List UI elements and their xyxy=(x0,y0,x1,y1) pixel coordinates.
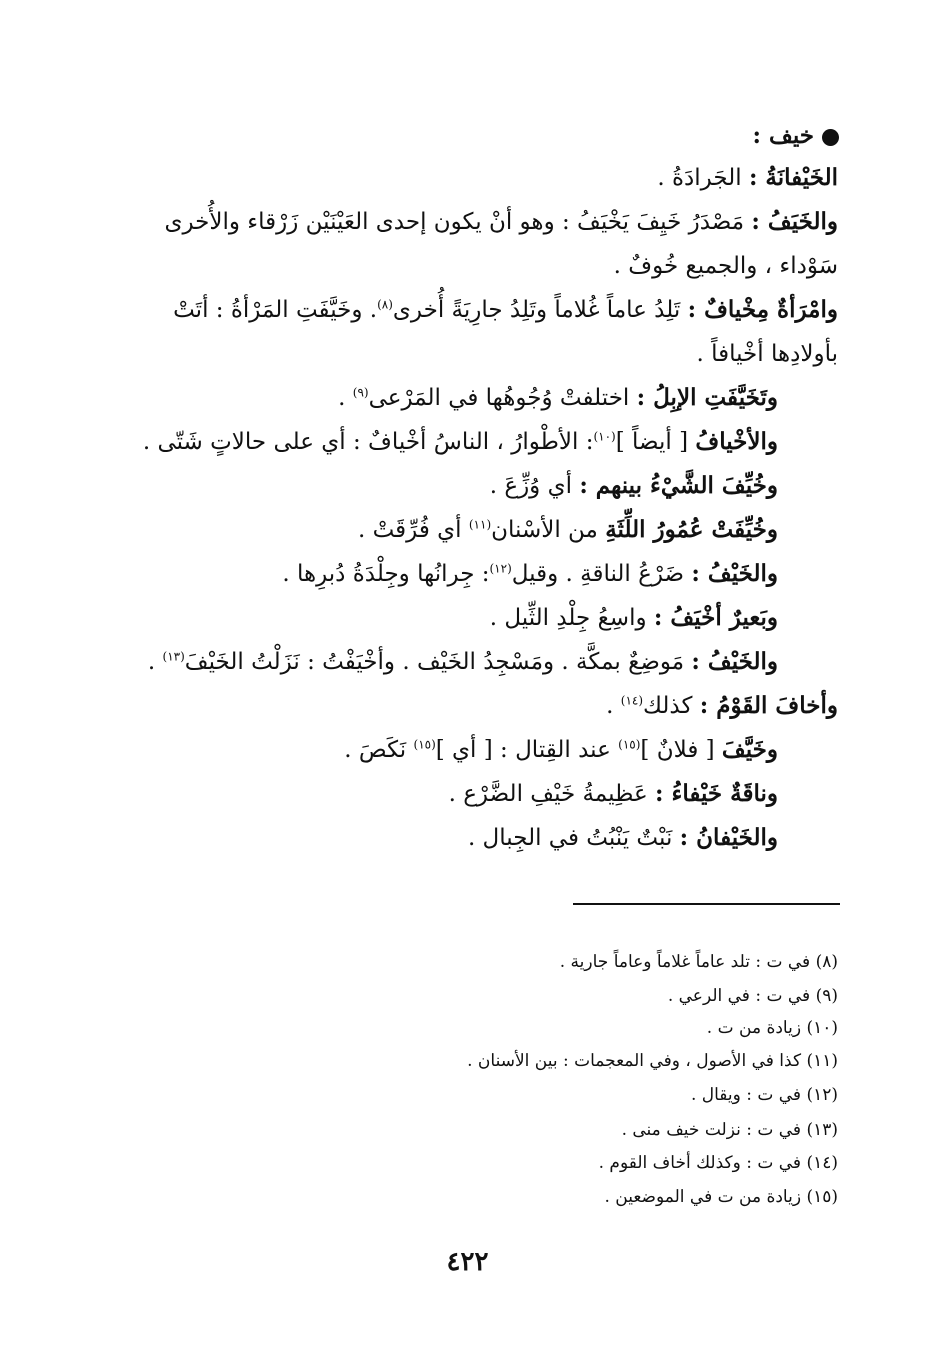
text-line xyxy=(696,336,838,376)
definition: نَبْتٌ يَنْبُتُ في الجِبال . xyxy=(467,825,673,851)
lemma: وناقَةٌ خَيْفاءُ : xyxy=(655,780,778,807)
definition-tail: . xyxy=(338,385,346,411)
text-line xyxy=(164,204,838,244)
lemma: الخَيْفانَةُ : xyxy=(748,164,838,191)
lemma: وبَعيرٌ أخْيَفُ : xyxy=(653,604,778,631)
definition-tail: نَكَصَ . xyxy=(344,737,407,763)
definition: ضَرْعُ الناقةِ . وقيل xyxy=(511,561,685,587)
text-line xyxy=(657,160,838,200)
footnote: (١٥) زيادة من ت في الموضعين . xyxy=(604,1187,838,1207)
page-number: ٤٢٢ xyxy=(446,1247,489,1277)
definition: مَوضِعٌ بمكَّة . ومَسْجِدُ الخَيْف . وأخْيَفْتُ : نَزَلْتُ الخَيْفَ xyxy=(184,649,685,675)
definition-tail: : جِرانُها وجِلْدَةُ دُبرِها . xyxy=(282,561,490,587)
definition-tail: عند القِتال : [ أي ] xyxy=(435,737,611,763)
definition: أي وُزِّعَ . xyxy=(489,473,572,499)
definition: واسِعُ جِلْدِ الثِّيل . xyxy=(489,605,647,631)
footnote-ref: (١٠) xyxy=(593,429,616,444)
footnote: (١٠) زيادة من ت . xyxy=(706,1018,838,1038)
footnote-ref: (١٣) xyxy=(162,649,185,664)
definition: [ فلانٌ ] xyxy=(640,737,715,763)
footnote-ref: (١١) xyxy=(468,517,492,532)
lemma: والخَيَفُ : xyxy=(751,208,838,235)
footnote-ref: (٨) xyxy=(377,297,393,312)
text-line xyxy=(143,424,778,464)
bullet-icon xyxy=(822,129,839,146)
definition-tail: . xyxy=(147,649,156,675)
footnote: (٨) في ت : تلد عاماً غلاماً وعاماً جارية . xyxy=(559,952,838,972)
footnote: (١٤) في ت : وكذلك أخاف القوم . xyxy=(598,1153,838,1173)
footnote: (٩) في ت : في الرعي . xyxy=(667,986,838,1006)
lemma: والخَيْفانُ : xyxy=(679,824,778,851)
lemma: وخُيِّفَ الشَّيْءُ بينهم : xyxy=(579,472,778,499)
text-line xyxy=(282,556,778,596)
definition: اختلفتْ وُجُوهُها في المَرْعى xyxy=(368,385,630,411)
definition-tail: : الأطْوارُ ، الناسُ أخْيافٌ : أي على حالاتٍ شَتّى . xyxy=(142,429,594,455)
definition: تَلِدُ عاماً غُلاماً وتَلِدُ جارِيَةً أُخرى xyxy=(392,297,681,323)
text-line xyxy=(338,380,778,420)
footnote-ref: (١٥) xyxy=(413,737,436,752)
lemma: والأخْيافُ xyxy=(695,428,778,455)
text-line xyxy=(449,776,778,816)
definition-tail: . xyxy=(606,693,614,719)
footnote: (١١) كذا في الأصول ، وفي المعجمات : بين الأسنان . xyxy=(467,1051,838,1071)
heading-text: خيف : xyxy=(752,122,814,149)
definition: بأولادِها أخْيافاً . xyxy=(696,341,838,367)
definition: من الأسْنان xyxy=(491,517,598,543)
definition-tail: . وخَيَّفَتِ المَرْأةُ : أتَتْ xyxy=(173,297,378,323)
footnote: (١٣) في ت : نزلت خيف منى . xyxy=(621,1120,838,1140)
footnote-ref: (١٢) xyxy=(489,561,512,576)
footnote-ref: (١٥) xyxy=(618,737,641,752)
definition: مَصْدَرُ خَيِفَ يَخْيَفُ : وهو أنْ يكون إحدى العَيْنَيْن زَرْقاء والأُخرى xyxy=(164,209,745,235)
lemma: وامْرَأةٌ مِخْيافٌ : xyxy=(687,296,838,323)
definition: الجَرادَةُ . xyxy=(657,165,742,191)
lemma: وخُيِّفَتْ عُمُورُ اللِّثَةِ xyxy=(605,516,778,543)
footnote-ref: (٩) xyxy=(352,385,369,400)
definition: كذلك xyxy=(643,693,693,719)
text-line xyxy=(490,600,778,640)
text-line xyxy=(606,688,838,728)
text-line xyxy=(490,468,778,508)
definition: عَظِيمةُ خَيْفِ الضَّرْع . xyxy=(448,781,648,807)
text-line xyxy=(148,644,778,684)
text-line xyxy=(173,292,838,332)
footnote-ref: (١٤) xyxy=(620,693,644,708)
definition-tail: أي فُرِّقَتْ . xyxy=(357,517,462,543)
lemma: وخَيَّفَ xyxy=(721,736,778,763)
text-line xyxy=(358,512,778,552)
text-line xyxy=(344,732,778,772)
lemma: وأخافَ القَوْمُ : xyxy=(699,692,838,719)
lemma: وتَخَيَّفَتِ الإبِلُ : xyxy=(636,384,778,411)
lemma: والخَيْفُ : xyxy=(691,648,778,675)
lemma: والخَيْفُ : xyxy=(691,560,778,587)
text-line xyxy=(614,248,838,288)
footnote-divider xyxy=(573,903,840,905)
text-line xyxy=(468,820,778,860)
definition: سَوْداء ، والجميع خُوفٌ . xyxy=(613,253,838,279)
definition: [ أيضاً ] xyxy=(615,429,689,455)
footnote: (١٢) في ت : ويقال . xyxy=(690,1085,838,1105)
entry-heading xyxy=(753,118,839,158)
